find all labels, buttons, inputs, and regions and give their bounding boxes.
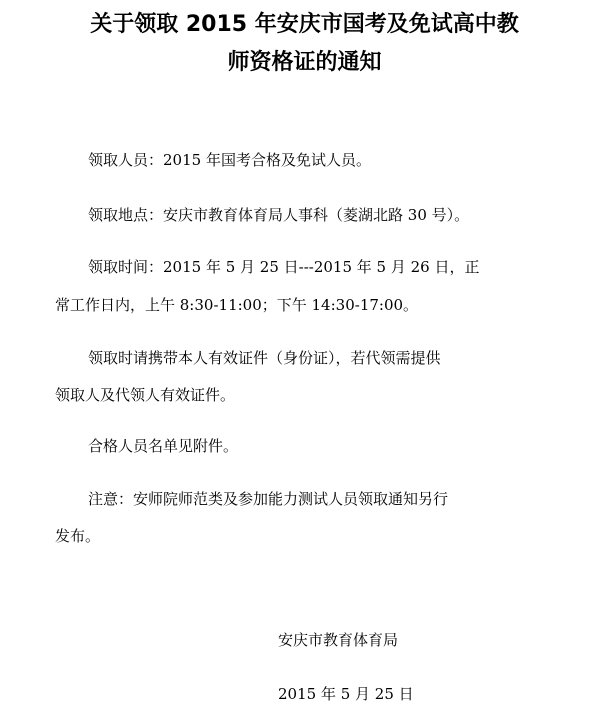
issuer-signature: 安庆市教育体育局 [278, 631, 399, 649]
notice-title-line-1: 关于领取 2015 年安庆市国考及免试高中教 [90, 12, 519, 37]
note-paragraph-line-1: 注意：安师院师范类及参加能力测试人员领取通知另行 [88, 490, 449, 508]
personnel-paragraph: 领取人员：2015 年国考合格及免试人员。 [88, 151, 371, 169]
notice-title-line-2: 师资格证的通知 [227, 50, 382, 75]
time-paragraph-line-1: 领取时间：2015 年 5 月 25 日---2015 年 5 月 26 日，正 [88, 258, 480, 276]
documents-paragraph-line-2: 领取人及代领人有效证件。 [55, 386, 236, 404]
documents-paragraph-line-1: 领取时请携带本人有效证件（身份证），若代领需提供 [88, 349, 441, 367]
note-paragraph-line-2: 发布。 [55, 527, 101, 545]
location-paragraph: 领取地点：安庆市教育体育局人事科（菱湖北路 30 号）。 [88, 206, 470, 224]
issue-date: 2015 年 5 月 25 日 [278, 685, 414, 703]
attachment-paragraph: 合格人员名单见附件。 [88, 437, 239, 455]
time-paragraph-line-2: 常工作日内，上午 8:30-11:00；下午 14:30-17:00。 [55, 296, 419, 314]
